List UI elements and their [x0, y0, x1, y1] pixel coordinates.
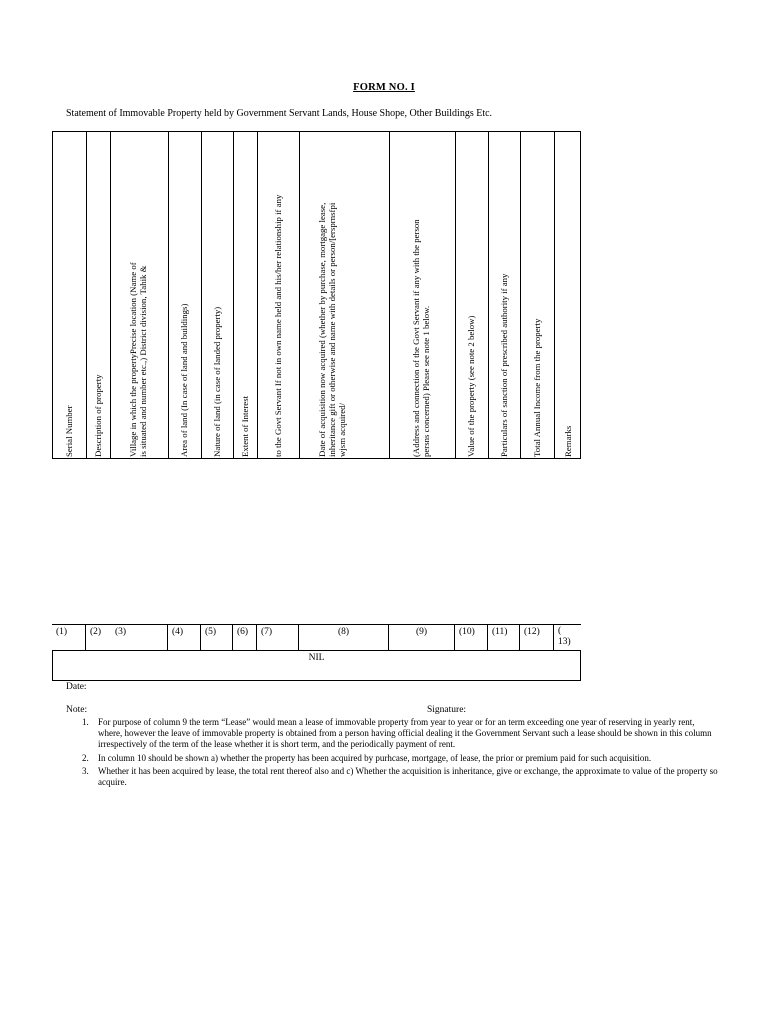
note-item: 1. For purpose of column 9 the term “Lease” would mean a lease of immovable property from year to year or for an term exceeding one year of reserving in yearly rent, where, however the leave of immovable property is obtained from a person having official dealing it the Government Servant such a lease should be shown in this column irrespectively of the term of the lease whether it is short term, and the periodically payment of rent.: [82, 717, 712, 750]
header-col-serial-number: [53, 132, 86, 458]
header-text: to the Govt Servant If not in own name held and his/her relationship if any: [272, 194, 283, 457]
header-text: Nature of land (in case of landed property): [211, 306, 222, 457]
nil-row: NIL: [52, 651, 581, 681]
header-text: Date of acquisition now acquired (whether by purchase, mortgage lease, inheritance gift or otherwise and name with details or person/[ersprnsfpi wjsm acquired/: [316, 202, 347, 457]
column-number: (1): [56, 627, 68, 637]
header-text: Extent of Interest: [239, 395, 250, 457]
header-text: Value of the property (see note 2 below): [466, 315, 476, 457]
header-col-remarks: [554, 132, 582, 458]
column-number: (8): [298, 625, 388, 650]
header-text: Description of property: [92, 374, 103, 457]
header-text: Particulars of sanction of prescribed authority if any: [498, 273, 509, 457]
column-number-13: ( 13): [553, 625, 581, 650]
column-number: (4): [167, 625, 200, 650]
notes-list: [80, 717, 720, 790]
column-number: (11): [487, 625, 519, 650]
date-label: Date:: [66, 682, 87, 692]
header-col-sanction: [488, 132, 520, 458]
column-number: (9): [388, 625, 454, 650]
signature-label: Signature:: [427, 705, 467, 715]
column-number: (10): [454, 625, 487, 650]
header-col-address: [389, 132, 455, 458]
note-label: Note:: [66, 705, 88, 715]
column-number: (5): [200, 625, 232, 650]
header-col-annual-income: [520, 132, 554, 458]
column-numbers-row: [52, 624, 581, 651]
header-text: Serial Number: [63, 405, 74, 457]
header-col-area: [168, 132, 201, 458]
form-title: FORM NO. I: [353, 82, 415, 93]
header-col-nature: [201, 132, 233, 458]
header-col-description: [86, 132, 110, 458]
header-col-relationship: [257, 132, 299, 458]
column-number: (2): [85, 625, 109, 650]
column-number: (7): [256, 625, 298, 650]
column-number: (12): [519, 625, 553, 650]
column-number: (3): [115, 627, 127, 637]
header-col-acquisition: [299, 132, 389, 458]
header-text: Village in which the propertyPrecise location (Name of is situated and number etc.,) District division, Tahik &: [127, 262, 148, 457]
note-item: 3. Whether it has been acquired by lease, the total rent thereof also and c) Whether the acquisition is inheritance, give or exchange, the approximate to value of the property so acquire.: [82, 765, 718, 788]
header-col-extent: [233, 132, 257, 458]
header-text: Area of land (In case of land and buildings): [179, 303, 189, 457]
form-statement: Statement of Immovable Property held by Government Servant Lands, House Shope, Other Buildings Etc.: [66, 108, 493, 119]
header-text: Total Annual Income from the property: [531, 318, 542, 457]
header-text: (Address and connection of the Govt Servant if any with the person persns concerned) Please see note 1 below.: [410, 219, 431, 457]
column-number: (6): [232, 625, 256, 650]
header-text: Remarks: [562, 425, 573, 457]
note-item: 2. In column 10 should be shown a) whether the property has been acquired by purhcase, mortgage, of lease, the prior or premium paid for such acquisition.: [82, 752, 652, 763]
header-col-value: [455, 132, 488, 458]
header-table: [52, 131, 581, 459]
header-col-location: [110, 132, 168, 458]
